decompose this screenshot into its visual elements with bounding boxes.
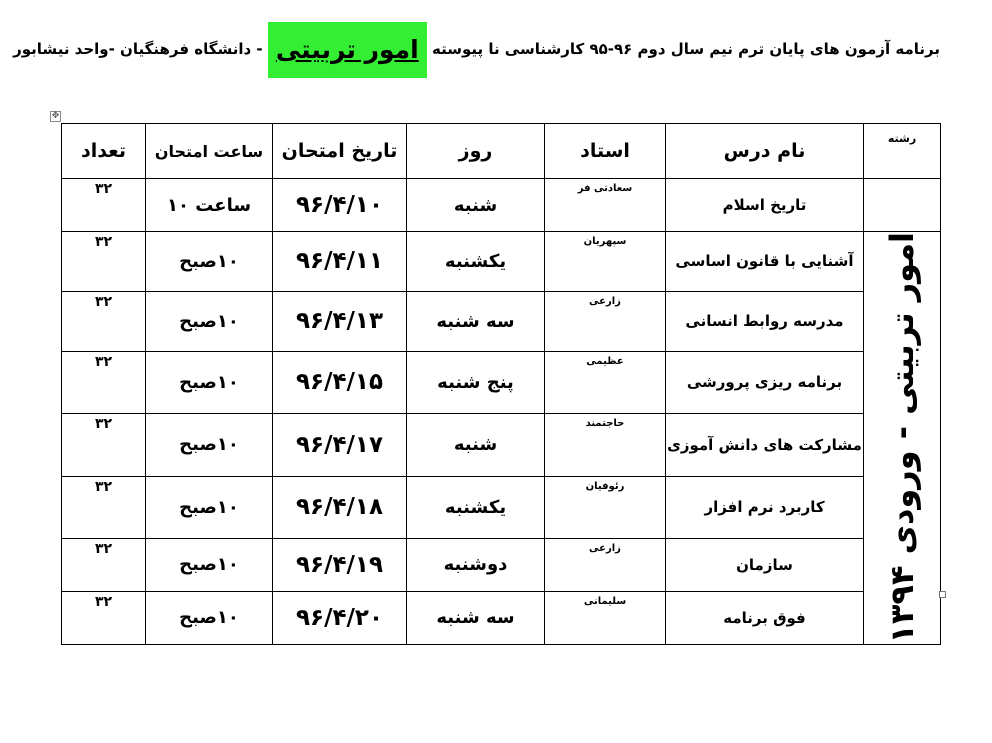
title-highlight <box>268 22 427 78</box>
group-label: امور تربیتی - ورودی ۱۳۹۴ <box>883 232 921 644</box>
col-header-date: تاریخ امتحان <box>273 124 407 179</box>
title-text: برنامه آزمون های پایان ترم نیم سال دوم ۹۶-۹۵ کارشناسی نا پیوسته <box>431 40 940 58</box>
day-cell: شنبه <box>407 413 545 476</box>
count-cell: ۳۲ <box>62 179 146 232</box>
time-cell: ۱۰صبح <box>146 476 273 538</box>
date-cell: ۹۶/۴/۲۰ <box>273 591 407 644</box>
day-cell: سه شنبه <box>407 291 545 351</box>
group-cell <box>864 232 941 645</box>
count-cell: ۳۲ <box>62 538 146 591</box>
title-highlight-text: امور تربیتی <box>275 34 419 64</box>
exam-schedule-table <box>61 123 941 645</box>
table-row <box>62 232 941 292</box>
teacher-cell: زارعی <box>545 538 666 591</box>
course-cell: مدرسه روابط انسانی <box>666 291 864 351</box>
count-cell: ۳۲ <box>62 291 146 351</box>
time-cell: ۱۰صبح <box>146 291 273 351</box>
day-cell: پنج شنبه <box>407 351 545 413</box>
time-cell: ۱۰صبح <box>146 232 273 292</box>
page-title <box>13 14 940 84</box>
count-cell: ۳۲ <box>62 591 146 644</box>
teacher-cell: رئوفیان <box>545 476 666 538</box>
teacher-cell: عظیمی <box>545 351 666 413</box>
date-cell: ۹۶/۴/۱۷ <box>273 413 407 476</box>
date-cell: ۹۶/۴/۱۹ <box>273 538 407 591</box>
course-cell: کاربرد نرم افزار <box>666 476 864 538</box>
course-cell: فوق برنامه <box>666 591 864 644</box>
table-row <box>62 413 941 476</box>
col-header-field: رشته <box>864 124 941 179</box>
count-cell: ۳۲ <box>62 232 146 292</box>
date-cell: ۹۶/۴/۱۰ <box>273 179 407 232</box>
course-cell: مشارکت های دانش آموزی <box>666 413 864 476</box>
time-cell: ۱۰صبح <box>146 538 273 591</box>
date-cell: ۹۶/۴/۱۱ <box>273 232 407 292</box>
time-cell: ۱۰صبح <box>146 591 273 644</box>
course-cell: سازمان <box>666 538 864 591</box>
col-header-count: تعداد <box>62 124 146 179</box>
teacher-cell: سعادتی فر <box>545 179 666 232</box>
col-header-teacher: استاد <box>545 124 666 179</box>
col-header-day: روز <box>407 124 545 179</box>
count-cell: ۳۲ <box>62 413 146 476</box>
teacher-cell: سپهریان <box>545 232 666 292</box>
date-cell: ۹۶/۴/۱۸ <box>273 476 407 538</box>
table-row <box>62 351 941 413</box>
table-resize-handle[interactable] <box>939 591 946 598</box>
count-cell: ۳۲ <box>62 476 146 538</box>
time-cell: ۱۰صبح <box>146 351 273 413</box>
time-cell: ۱۰صبح <box>146 413 273 476</box>
teacher-cell: زارعی <box>545 291 666 351</box>
table-row <box>62 538 941 591</box>
col-header-course: نام درس <box>666 124 864 179</box>
teacher-cell: حاجتمند <box>545 413 666 476</box>
course-cell: آشنایی با قانون اساسی <box>666 232 864 292</box>
header-row <box>62 124 941 179</box>
day-cell: یکشنبه <box>407 232 545 292</box>
table-row <box>62 476 941 538</box>
count-cell: ۳۲ <box>62 351 146 413</box>
course-cell: تاریخ اسلام <box>666 179 864 232</box>
day-cell: سه شنبه <box>407 591 545 644</box>
date-cell: ۹۶/۴/۱۳ <box>273 291 407 351</box>
table-row <box>62 179 941 232</box>
teacher-cell: سلیمانی <box>545 591 666 644</box>
day-cell: دوشنبه <box>407 538 545 591</box>
course-cell: برنامه ریزی پرورشی <box>666 351 864 413</box>
day-cell: یکشنبه <box>407 476 545 538</box>
table-row <box>62 591 941 644</box>
day-cell: شنبه <box>407 179 545 232</box>
field-cell-empty <box>864 179 941 232</box>
time-cell: ساعت ۱۰ <box>146 179 273 232</box>
date-cell: ۹۶/۴/۱۵ <box>273 351 407 413</box>
title-suffix: - دانشگاه فرهنگیان -واحد نیشابور <box>13 40 263 58</box>
col-header-time: ساعت امتحان <box>146 124 273 179</box>
table-row <box>62 291 941 351</box>
table-move-handle-icon[interactable]: ✥ <box>51 111 60 121</box>
